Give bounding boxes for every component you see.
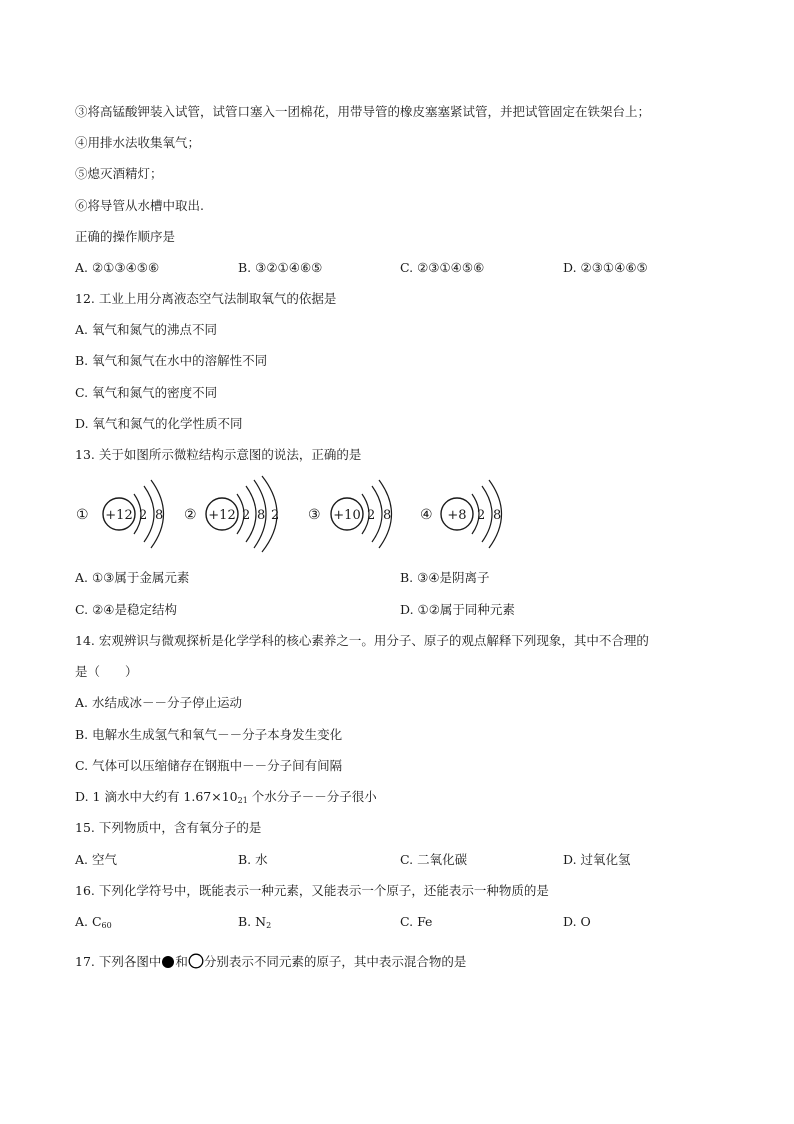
- q12-option-a: A. 氧气和氮气的沸点不同: [75, 322, 217, 337]
- hollow-circle-atom-icon: [188, 953, 204, 969]
- q16-option-b-subscript: 2: [266, 921, 272, 930]
- particle-3-label: ③: [308, 507, 321, 523]
- q15-option-c: C. 二氧化碳: [400, 852, 468, 867]
- particle-3-shell-count-1: 2: [367, 508, 376, 523]
- q14-option-c: C. 气体可以压缩储存在钢瓶中－－分子间有间隔: [75, 758, 343, 773]
- q14-option-d-suffix: 个水分子－－分子很小: [247, 789, 377, 804]
- particle-2-nucleus-charge: +12: [208, 508, 236, 523]
- intro-step-6: ⑥将导管从水槽中取出.: [75, 198, 204, 213]
- q14-option-d-prefix: D. 1 滴水中大约有 1.67×10: [75, 789, 238, 804]
- particle-2-label: ②: [184, 507, 197, 523]
- q14-option-d-exponent: 21: [237, 796, 248, 805]
- particle-4-nucleus-charge: +8: [447, 508, 467, 523]
- q14-stem-line-1: 14. 宏观辨识与微观探析是化学学科的核心素养之一。用分子、原子的观点解释下列现象，其中不合理的: [75, 633, 649, 648]
- q13-option-b: B. ③④是阴离子: [400, 570, 490, 585]
- q17-stem-prefix: 17. 下列各图中: [75, 954, 162, 969]
- q16-option-a: [75, 913, 112, 935]
- q11-stem: 正确的操作顺序是: [75, 229, 176, 244]
- q13-option-a: A. ①③属于金属元素: [75, 570, 190, 585]
- particle-2-shell-count-2: 8: [257, 508, 266, 523]
- particle-4-label: ④: [420, 507, 433, 523]
- q14-option-b: B. 电解水生成氢气和氧气－－分子本身发生变化: [75, 727, 343, 742]
- q11-option-a: A. ②①③④⑤⑥: [75, 260, 160, 275]
- particle-4-shell-count-2: 8: [493, 508, 502, 523]
- q16-stem: 16. 下列化学符号中，既能表示一种元素，又能表示一个原子，还能表示一种物质的是: [75, 883, 549, 898]
- filled-circle-atom-icon: [161, 955, 175, 969]
- particle-3-nucleus-charge: +10: [333, 508, 361, 523]
- q17-stem-mid: 和: [175, 954, 188, 969]
- q12-option-c: C. 氧气和氮气的密度不同: [75, 385, 218, 400]
- particle-1-shell-count-1: 2: [139, 508, 148, 523]
- q13-option-c: C. ②④是稳定结构: [75, 602, 177, 617]
- particle-1-shell-count-2: 8: [155, 508, 164, 523]
- particle-4: [420, 480, 502, 548]
- particle-4-shell-count-1: 2: [477, 508, 486, 523]
- q17-stem-suffix: 分别表示不同元素的原子，其中表示混合物的是: [203, 954, 467, 969]
- particle-1-label: ①: [76, 507, 89, 523]
- particle-2: [184, 476, 279, 552]
- q11-option-d: D. ②③①④⑥⑤: [563, 260, 648, 275]
- q12-option-b: B. 氧气和氮气在水中的溶解性不同: [75, 353, 268, 368]
- q16-option-b-base: B. N: [238, 914, 267, 929]
- q16-option-a-base: A. C: [75, 914, 102, 929]
- q13-stem: 13. 关于如图所示微粒结构示意图的说法，正确的是: [75, 447, 362, 462]
- q14-option-a: A. 水结成冰－－分子停止运动: [75, 695, 242, 710]
- q16-option-b: [238, 913, 271, 935]
- particle-structure-diagram: [72, 474, 532, 554]
- particle-3-shell-count-2: 8: [383, 508, 392, 523]
- particle-1-nucleus-charge: +12: [105, 508, 133, 523]
- intro-step-5: ⑤熄灭酒精灯；: [75, 166, 163, 181]
- q16-option-d: D. O: [563, 914, 591, 929]
- q14-stem-line-2: 是（ ）: [75, 664, 138, 679]
- intro-step-4: ④用排水法收集氧气；: [75, 135, 201, 150]
- q12-option-d: D. 氧气和氮气的化学性质不同: [75, 416, 243, 431]
- q12-stem: 12. 工业上用分离液态空气法制取氧气的依据是: [75, 291, 337, 306]
- q15-option-a: A. 空气: [75, 852, 117, 867]
- q14-option-d: [75, 788, 377, 810]
- q15-option-b: B. 水: [238, 852, 268, 867]
- q16-option-c: C. Fe: [400, 914, 433, 929]
- particle-3: [308, 480, 392, 548]
- particle-1: [76, 480, 164, 548]
- q11-option-c: C. ②③①④⑤⑥: [400, 260, 485, 275]
- q11-option-b: B. ③②①④⑥⑤: [238, 260, 323, 275]
- q15-option-d: D. 过氧化氢: [563, 852, 631, 867]
- q16-option-a-subscript: 60: [101, 921, 112, 930]
- particle-2-shell-count-1: 2: [242, 508, 251, 523]
- q13-option-d: D. ①②属于同种元素: [400, 602, 515, 617]
- intro-step-3: ③将高锰酸钾装入试管，试管口塞入一团棉花，用带导管的橡皮塞塞紧试管，并把试管固定在铁架台上；: [75, 104, 651, 119]
- q15-stem: 15. 下列物质中，含有氧分子的是: [75, 820, 262, 835]
- q17-stem: [75, 953, 466, 971]
- particle-2-shell-count-3: 2: [271, 508, 280, 523]
